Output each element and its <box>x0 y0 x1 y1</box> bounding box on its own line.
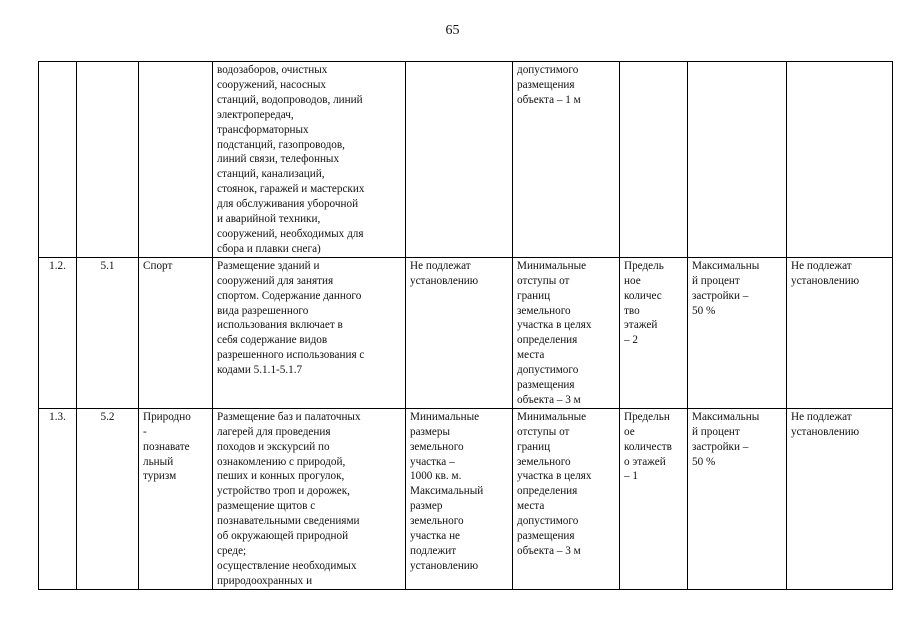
coverage-cell: Максимальны й процент застройки – 50 % <box>688 408 787 589</box>
other-params-cell: Не подлежат установлению <box>787 257 893 408</box>
coverage-cell: Максимальны й процент застройки – 50 % <box>688 257 787 408</box>
row-number-cell <box>39 62 77 258</box>
row-number-cell: 1.3. <box>39 408 77 589</box>
setbacks-cell: Минимальные отступы от границ земельного участка в целях определения места допустимого размещения объекта – 3 м <box>513 257 620 408</box>
use-name-cell: Спорт <box>139 257 213 408</box>
setbacks-cell: допустимого размещения объекта – 1 м <box>513 62 620 258</box>
page-number: 65 <box>445 23 460 38</box>
use-description-cell: водозаборов, очистных сооружений, насосных станций, водопроводов, линий электропередач, трансформаторных подстанций, газопроводов, линий связи, телефонных станций, канализаций, стоянок, гаражей и мастерских для обслуживания уборочной и аварийной техники, сооружений, необходимых для сбора и плавки снега) <box>213 62 406 258</box>
use-code-cell <box>77 62 139 258</box>
floors-cell <box>620 62 688 258</box>
use-name-cell <box>139 62 213 258</box>
floors-cell: Предельн ое количеств о этажей – 1 <box>620 408 688 589</box>
table-row <box>39 408 893 589</box>
table-row <box>39 257 893 408</box>
use-code-cell: 5.1 <box>77 257 139 408</box>
plot-size-cell: Не подлежат установлению <box>406 257 513 408</box>
use-code-cell: 5.2 <box>77 408 139 589</box>
other-params-cell: Не подлежат установлению <box>787 408 893 589</box>
table-row <box>39 62 893 258</box>
use-description-cell: Размещение баз и палаточных лагерей для проведения походов и экскурсий по ознакомлению с природой, пеших и конных прогулок, устройство троп и дорожек, размещение щитов с познавательными сведениями об окружающей природной среде; осуществление необходимых природоохранных и <box>213 408 406 589</box>
plot-size-cell <box>406 62 513 258</box>
row-number-cell: 1.2. <box>39 257 77 408</box>
other-params-cell <box>787 62 893 258</box>
plot-size-cell: Минимальные размеры земельного участка – 1000 кв. м. Максимальный размер земельного участка не подлежит установлению <box>406 408 513 589</box>
setbacks-cell: Минимальные отступы от границ земельного участка в целях определения места допустимого размещения объекта – 3 м <box>513 408 620 589</box>
floors-cell: Предель ное количес тво этажей – 2 <box>620 257 688 408</box>
zoning-regulations-table <box>38 61 893 590</box>
use-description-cell: Размещение зданий и сооружений для занятия спортом. Содержание данного вида разрешенного использования включает в себя содержание видов разрешенного использования с кодами 5.1.1-5.1.7 <box>213 257 406 408</box>
coverage-cell <box>688 62 787 258</box>
use-name-cell: Природно - познавате льный туризм <box>139 408 213 589</box>
